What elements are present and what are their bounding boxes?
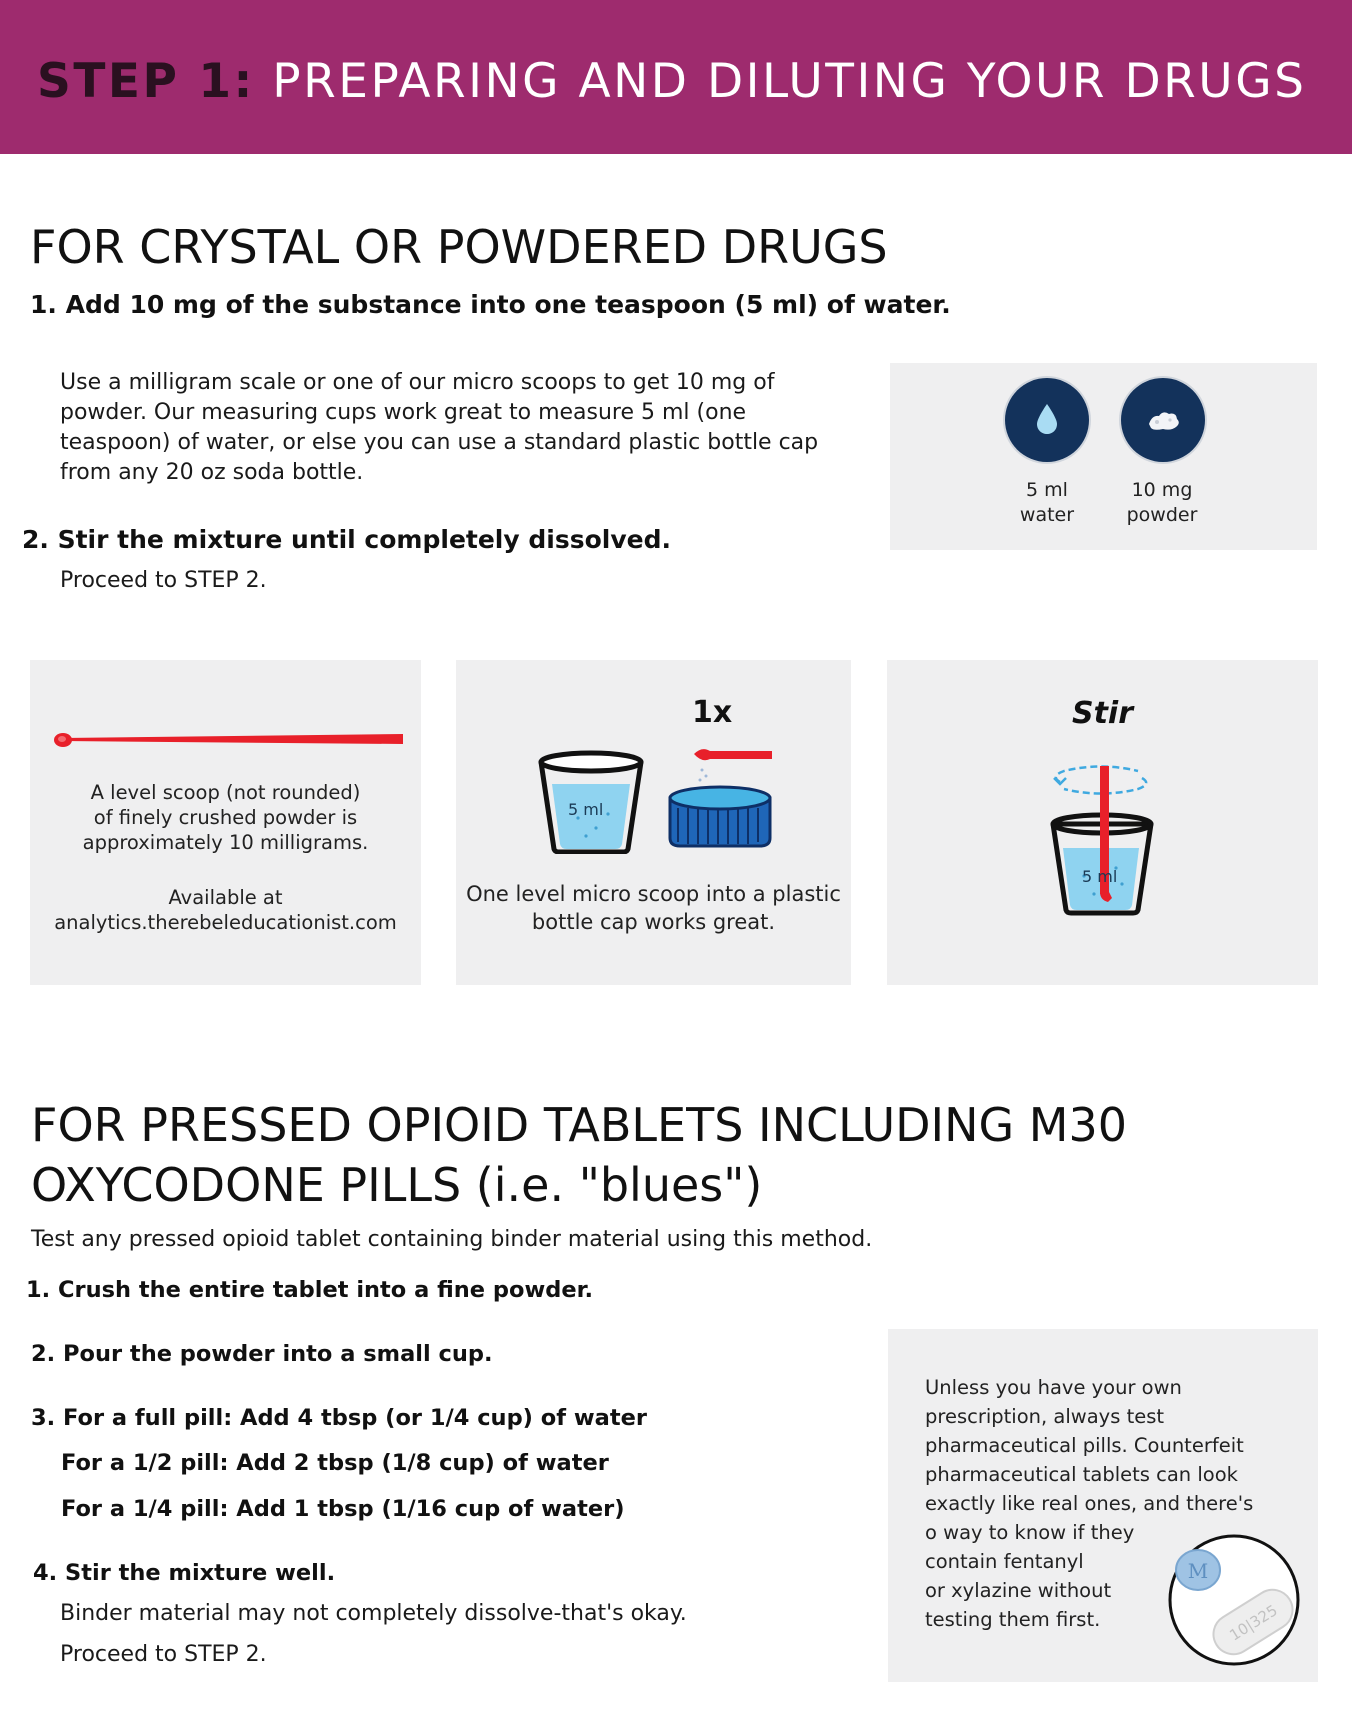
water-caption-line2: water [1019, 504, 1075, 526]
step-label: STEP 1: [37, 54, 255, 109]
scoop-description [30, 780, 421, 855]
powder-caption-line1: 10 mg [1131, 479, 1193, 501]
micro-scoop-icon [50, 728, 410, 752]
availability-note [30, 885, 421, 935]
bottle-cap-icon [664, 738, 776, 850]
warning-line: contain fentanyl [925, 1550, 1084, 1573]
dose-icons-panel [890, 363, 1317, 550]
crystal-heading: FOR CRYSTAL OR POWDERED DRUGS [30, 220, 888, 274]
pill-imprint-m: M [1187, 1559, 1209, 1583]
stir-cup-volume-label: 5 ml [1082, 867, 1118, 886]
pill-imprint-back: 10|325 [1226, 1601, 1281, 1645]
cap-panel [456, 660, 851, 985]
scoop-line3: approximately 10 milligrams. [82, 831, 369, 854]
cap-description [456, 880, 851, 936]
pressed-heading-line1: FOR PRESSED OPIOID TABLETS INCLUDING M30 [31, 1098, 1128, 1152]
stir-label: Stir [1071, 696, 1134, 731]
warning-line: pharmaceutical tablets can look [925, 1463, 1238, 1486]
stirring-cup-icon [1050, 764, 1156, 916]
available-label: Available at [168, 886, 283, 909]
warning-line: prescription, always test [925, 1405, 1165, 1428]
warning-line: pharmaceutical pills. Counterfeit [925, 1434, 1244, 1457]
pressed-step3-full: 3. For a full pill: Add 4 tbsp (or 1/4 cup) of water [31, 1405, 647, 1431]
water-caption-line1: 5 ml [1026, 479, 1068, 501]
warning-line: o way to know if they [925, 1521, 1135, 1544]
powder-pile-icon [1121, 378, 1205, 462]
warning-line: testing them first. [925, 1608, 1101, 1631]
pressed-step2: 2. Pour the powder into a small cup. [31, 1341, 493, 1367]
cap-line2: bottle cap works great. [531, 910, 776, 934]
step-title: PREPARING AND DILUTING YOUR DRUGS [272, 54, 1307, 109]
cup-volume-label: 5 ml [568, 800, 604, 819]
pressed-intro: Test any pressed opioid tablet containing binder material using this method. [31, 1227, 873, 1252]
crystal-step2-heading: 2. Stir the mixture until completely dissolved. [22, 525, 671, 554]
warning-line: or xylazine without [925, 1579, 1112, 1602]
pressed-step4-note: Binder material may not completely dissolve-that's okay. [60, 1601, 687, 1626]
warning-line: exactly like real ones, and there's [925, 1492, 1254, 1515]
pill-photo-icon [1166, 1532, 1302, 1668]
scoop-line2: of finely crushed powder is [93, 806, 358, 829]
crystal-step2-body: Proceed to STEP 2. [60, 568, 267, 593]
crystal-step1-heading: 1. Add 10 mg of the substance into one teaspoon (5 ml) of water. [30, 290, 951, 319]
cap-line1: One level micro scoop into a plastic [466, 882, 841, 906]
scoop-line1: A level scoop (not rounded) [90, 781, 361, 804]
pressed-step3-half: For a 1/2 pill: Add 2 tbsp (1/8 cup) of water [61, 1450, 609, 1476]
pressed-step3-quarter: For a 1/4 pill: Add 1 tbsp (1/16 cup of water) [61, 1496, 625, 1522]
pressed-step4-proceed: Proceed to STEP 2. [60, 1642, 267, 1667]
warning-line: Unless you have your own [925, 1376, 1182, 1399]
pressed-step4: 4. Stir the mixture well. [33, 1560, 336, 1586]
multiplier-label: 1x [692, 695, 733, 730]
powder-icon-caption [1112, 478, 1212, 528]
crystal-step1-body: Use a milligram scale or one of our micro scoops to get 10 mg of powder. Our measuring cups work great to measure 5 ml (one teaspoon) of water, or else you can use a standard plastic bottle cap from any 20 oz soda bottle. [60, 370, 819, 485]
water-icon-caption [1000, 478, 1094, 528]
pressed-heading-line2: OXYCODONE PILLS (i.e. "blues") [31, 1158, 763, 1212]
powder-caption-line2: powder [1126, 504, 1198, 526]
page-title [37, 54, 1306, 109]
available-url[interactable]: analytics.therebeleducationist.com [54, 911, 397, 934]
pressed-step1: 1. Crush the entire tablet into a fine powder. [26, 1277, 594, 1303]
water-drop-icon [1005, 378, 1089, 462]
